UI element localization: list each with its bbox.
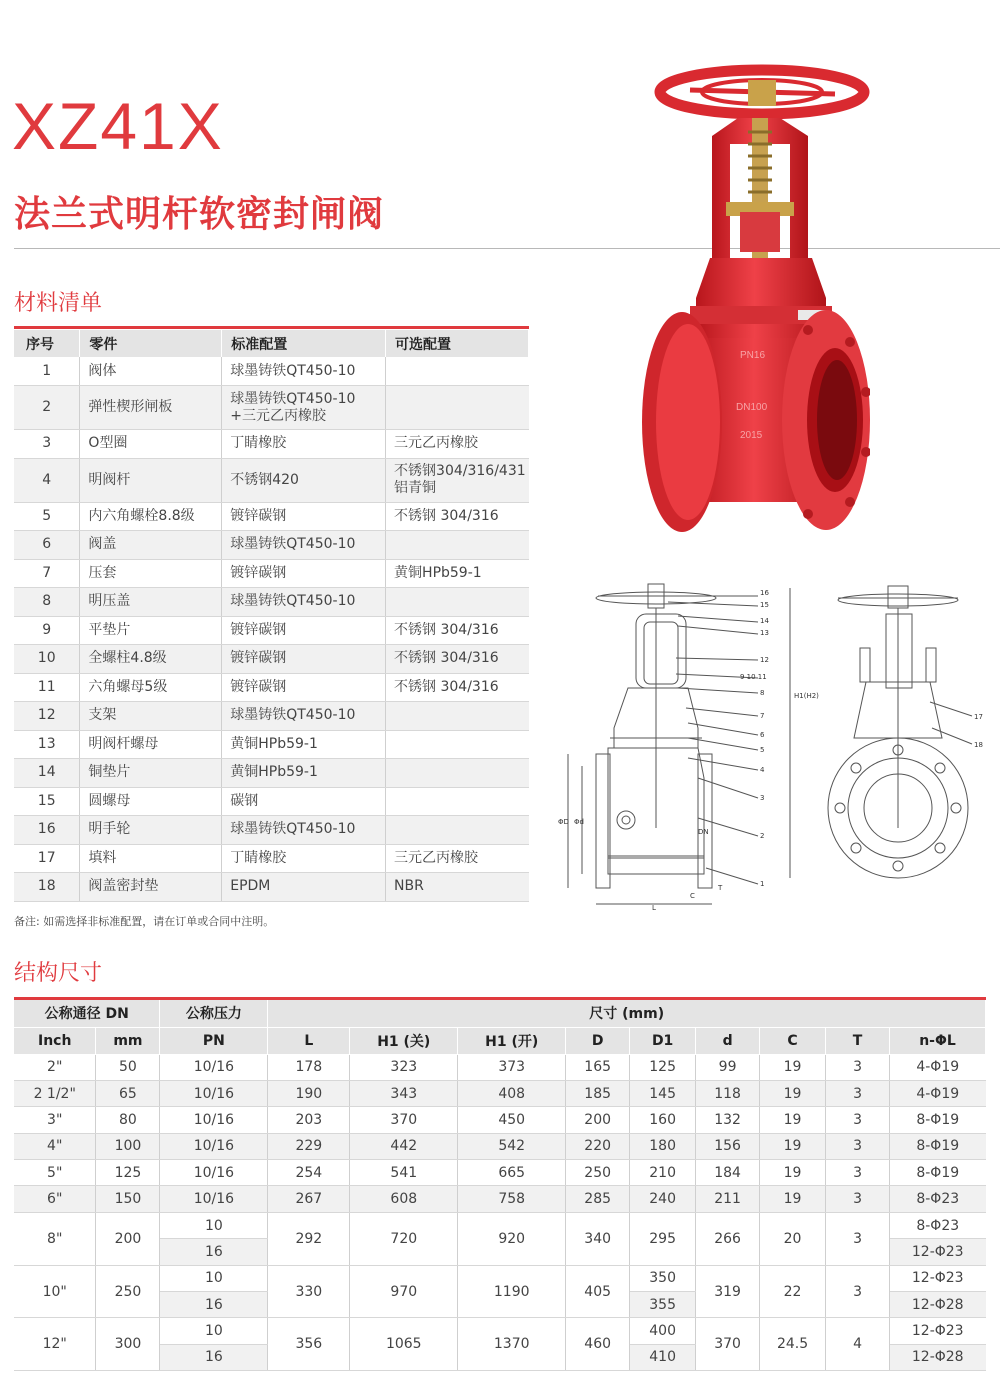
cell: 184: [696, 1160, 760, 1186]
size-group-header: 尺寸 (mm): [268, 1000, 986, 1027]
cell: 156: [696, 1133, 760, 1159]
cell: 10: [160, 1318, 268, 1344]
cell: 3: [826, 1160, 890, 1186]
svg-text:13: 13: [760, 629, 769, 637]
table-row: [14, 844, 529, 873]
cell: 165: [566, 1054, 630, 1080]
row-optional: [386, 702, 529, 731]
row-optional: [386, 357, 529, 386]
row-optional: [386, 588, 529, 617]
cell: 4-Φ19: [890, 1054, 986, 1080]
cell: 10/16: [160, 1133, 268, 1159]
cell: 356: [268, 1318, 350, 1371]
svg-text:18: 18: [974, 741, 983, 749]
row-no: 1: [14, 357, 80, 386]
cell: 970: [350, 1265, 458, 1318]
cell: 3: [826, 1212, 890, 1265]
row-standard: 镀锌碳钢: [222, 673, 386, 702]
cell: 2 1/2": [14, 1080, 96, 1106]
svg-text:5: 5: [760, 746, 765, 754]
cell: 145: [630, 1080, 696, 1106]
row-part: 明阀杆螺母: [80, 730, 222, 759]
cell: 4: [826, 1318, 890, 1371]
technical-drawing: [548, 578, 988, 913]
cell: 920: [458, 1212, 566, 1265]
row-standard: 丁睛橡胶: [222, 430, 386, 459]
table-row: [14, 1054, 986, 1080]
svg-text:7: 7: [760, 712, 765, 720]
cell: 1370: [458, 1318, 566, 1371]
col-header-n-phil: n-ΦL: [890, 1027, 986, 1054]
cell: 541: [350, 1160, 458, 1186]
row-optional: [386, 787, 529, 816]
cell: 355: [630, 1292, 696, 1318]
svg-text:2: 2: [760, 832, 765, 840]
cell: 200: [566, 1107, 630, 1133]
model-number: XZ41X: [12, 89, 224, 163]
cell: 8-Φ23: [890, 1186, 986, 1212]
svg-text:8: 8: [760, 689, 765, 697]
cell: 200: [96, 1212, 160, 1265]
bom-note: 备注: 如需选择非标准配置，请在订单或合同中注明。: [14, 915, 275, 928]
cell: 50: [96, 1054, 160, 1080]
cell: 323: [350, 1054, 458, 1080]
cell: 720: [350, 1212, 458, 1265]
cell: 2": [14, 1054, 96, 1080]
dimensions-table: [14, 1000, 986, 1371]
col-header-mm: mm: [96, 1027, 160, 1054]
cell: 8-Φ19: [890, 1160, 986, 1186]
table-row: [14, 616, 529, 645]
row-standard: 镀锌碳钢: [222, 502, 386, 531]
cell: 12": [14, 1318, 96, 1371]
row-standard: 镀锌碳钢: [222, 616, 386, 645]
cell: 12-Φ23: [890, 1239, 986, 1265]
cell: 3: [826, 1133, 890, 1159]
svg-text:12: 12: [760, 656, 769, 664]
cell: 330: [268, 1265, 350, 1318]
cell: 266: [696, 1212, 760, 1265]
row-part: O型圈: [80, 430, 222, 459]
row-part: 阀盖: [80, 531, 222, 560]
svg-text:4: 4: [760, 766, 765, 774]
cell: 8-Φ23: [890, 1212, 986, 1238]
valve-photo: [630, 62, 870, 542]
row-standard: 球墨铸铁QT450-10: [222, 702, 386, 731]
cell: 100: [96, 1133, 160, 1159]
cell: 19: [760, 1107, 826, 1133]
col-header-optional: 可选配置: [386, 330, 529, 357]
cell: 370: [350, 1107, 458, 1133]
cell: 8-Φ19: [890, 1133, 986, 1159]
row-optional-line2: 铝青铜: [394, 480, 437, 496]
row-optional: [386, 386, 529, 430]
row-no: 5: [14, 502, 80, 531]
table-row: [14, 730, 529, 759]
cell: 1065: [350, 1318, 458, 1371]
row-part: 弹性楔形闸板: [80, 386, 222, 430]
cell: 6": [14, 1186, 96, 1212]
cell: 10/16: [160, 1080, 268, 1106]
table-row: [14, 787, 529, 816]
cell: 3: [826, 1265, 890, 1318]
row-optional: 不锈钢 304/316: [386, 673, 529, 702]
row-part: 圆螺母: [80, 787, 222, 816]
row-no: 2: [14, 386, 80, 430]
table-row: [14, 531, 529, 560]
cell: 12-Φ23: [890, 1318, 986, 1344]
cell: 450: [458, 1107, 566, 1133]
col-header-d1: D1: [630, 1027, 696, 1054]
table-row: [14, 1080, 986, 1106]
table-row: [14, 430, 529, 459]
col-header-standard: 标准配置: [222, 330, 386, 357]
row-no: 15: [14, 787, 80, 816]
cell: 254: [268, 1160, 350, 1186]
col-header-d: d: [696, 1027, 760, 1054]
row-optional: [386, 816, 529, 845]
row-no: 17: [14, 844, 80, 873]
table-row: [14, 1160, 986, 1186]
cell: 319: [696, 1265, 760, 1318]
cell: 19: [760, 1133, 826, 1159]
cell: 665: [458, 1160, 566, 1186]
cell: 16: [160, 1239, 268, 1265]
svg-text:H1(H2): H1(H2): [794, 692, 819, 700]
row-part: 内六角螺栓8.8级: [80, 502, 222, 531]
cell: 405: [566, 1265, 630, 1318]
cell: 10/16: [160, 1054, 268, 1080]
row-standard: EPDM: [222, 873, 386, 902]
dims-title: 结构尺寸: [14, 961, 103, 986]
cell: 370: [696, 1318, 760, 1371]
cell: 10: [160, 1265, 268, 1291]
row-standard: 球墨铸铁QT450-10: [222, 588, 386, 617]
row-standard: 镀锌碳钢: [222, 559, 386, 588]
cell: 12-Φ28: [890, 1292, 986, 1318]
table-row: [14, 1133, 986, 1159]
cell: 250: [96, 1265, 160, 1318]
row-part: 填料: [80, 844, 222, 873]
bom-accent-bar: [14, 326, 529, 329]
row-no: 13: [14, 730, 80, 759]
svg-text:ΦD: ΦD: [558, 818, 569, 826]
row-no: 7: [14, 559, 80, 588]
row-optional: NBR: [386, 873, 529, 902]
cell: 24.5: [760, 1318, 826, 1371]
col-header-t: T: [826, 1027, 890, 1054]
row-part: 支架: [80, 702, 222, 731]
cell: 118: [696, 1080, 760, 1106]
cell: 220: [566, 1133, 630, 1159]
col-header-pn: PN: [160, 1027, 268, 1054]
cell: 211: [696, 1186, 760, 1212]
cell: 3: [826, 1107, 890, 1133]
row-no: 9: [14, 616, 80, 645]
cell: 3: [826, 1186, 890, 1212]
cell: 19: [760, 1160, 826, 1186]
table-row: [14, 502, 529, 531]
cell: 373: [458, 1054, 566, 1080]
row-standard: 球墨铸铁QT450-10: [222, 531, 386, 560]
row-optional: [386, 458, 529, 502]
cell: 300: [96, 1318, 160, 1371]
cell: 10/16: [160, 1107, 268, 1133]
svg-text:DN100: DN100: [736, 402, 768, 413]
cell: 16: [160, 1292, 268, 1318]
cell: 19: [760, 1080, 826, 1106]
svg-text:Φd: Φd: [574, 818, 584, 826]
col-header-h1-open: H1 (开): [458, 1027, 566, 1054]
row-no: 14: [14, 759, 80, 788]
row-part: 压套: [80, 559, 222, 588]
cell: 19: [760, 1054, 826, 1080]
col-header-h1-closed: H1 (关): [350, 1027, 458, 1054]
cell: 1190: [458, 1265, 566, 1318]
table-header-row: [14, 330, 529, 357]
table-row: [14, 816, 529, 845]
row-no: 4: [14, 458, 80, 502]
col-header-no: 序号: [14, 330, 80, 357]
cell: 20: [760, 1212, 826, 1265]
row-standard: [222, 386, 386, 430]
table-row: [14, 386, 529, 430]
cell: 542: [458, 1133, 566, 1159]
table-row: [14, 645, 529, 674]
col-header-inch: Inch: [14, 1027, 96, 1054]
row-part: 明手轮: [80, 816, 222, 845]
row-part: 平垫片: [80, 616, 222, 645]
row-optional: 不锈钢 304/316: [386, 616, 529, 645]
svg-text:17: 17: [974, 713, 983, 721]
cell: 410: [630, 1344, 696, 1370]
cell: 400: [630, 1318, 696, 1344]
row-part: 铜垫片: [80, 759, 222, 788]
svg-text:1: 1: [760, 880, 765, 888]
product-name: 法兰式明杆软密封闸阀: [14, 194, 385, 235]
row-optional: [386, 730, 529, 759]
cell: 22: [760, 1265, 826, 1318]
table-row: [14, 873, 529, 902]
cell: 16: [160, 1344, 268, 1370]
row-standard-line1: 球墨铸铁QT450-10: [230, 390, 356, 407]
table-row: [14, 357, 529, 386]
row-standard: 球墨铸铁QT450-10: [222, 816, 386, 845]
row-standard: 黄铜HPb59-1: [222, 730, 386, 759]
cell: 250: [566, 1160, 630, 1186]
pn-group-header: 公称压力: [160, 1000, 268, 1027]
row-no: 8: [14, 588, 80, 617]
cell: 8": [14, 1212, 96, 1265]
row-part: 全螺柱4.8级: [80, 645, 222, 674]
row-standard: 镀锌碳钢: [222, 645, 386, 674]
svg-text:3: 3: [760, 794, 765, 802]
cell: 203: [268, 1107, 350, 1133]
cell: 608: [350, 1186, 458, 1212]
bom-title: 材料清单: [14, 291, 103, 316]
column-header-row: [14, 1027, 986, 1054]
cell: 80: [96, 1107, 160, 1133]
row-standard: 球墨铸铁QT450-10: [222, 357, 386, 386]
cell: 229: [268, 1133, 350, 1159]
row-part: 明压盖: [80, 588, 222, 617]
svg-text:DN: DN: [698, 828, 709, 836]
row-optional: 黄铜HPb59-1: [386, 559, 529, 588]
row-optional: 三元乙丙橡胶: [386, 844, 529, 873]
row-optional: 三元乙丙橡胶: [386, 430, 529, 459]
table-row: [14, 1107, 986, 1133]
row-no: 11: [14, 673, 80, 702]
table-row: [14, 458, 529, 502]
cell: 3": [14, 1107, 96, 1133]
table-row: [14, 673, 529, 702]
cell: 5": [14, 1160, 96, 1186]
col-header-part: 零件: [80, 330, 222, 357]
row-no: 18: [14, 873, 80, 902]
cell: 267: [268, 1186, 350, 1212]
table-row: [14, 1318, 986, 1344]
svg-text:L: L: [652, 904, 656, 912]
row-part: 六角螺母5级: [80, 673, 222, 702]
cell: 132: [696, 1107, 760, 1133]
col-header-l: L: [268, 1027, 350, 1054]
svg-text:PN16: PN16: [740, 350, 766, 361]
table-row: [14, 702, 529, 731]
cell: 340: [566, 1212, 630, 1265]
svg-text:2015: 2015: [740, 430, 763, 441]
table-row: [14, 1186, 986, 1212]
svg-text:T: T: [718, 884, 723, 892]
cell: 12-Φ23: [890, 1265, 986, 1291]
row-part: 阀体: [80, 357, 222, 386]
row-optional-line1: 不锈钢304/316/431: [394, 463, 526, 479]
svg-text:15: 15: [760, 601, 769, 609]
dn-group-header: 公称通径 DN: [14, 1000, 160, 1027]
row-standard: 碳钢: [222, 787, 386, 816]
row-optional: [386, 759, 529, 788]
table-row: [14, 588, 529, 617]
row-no: 12: [14, 702, 80, 731]
svg-text:16: 16: [760, 589, 769, 597]
row-no: 16: [14, 816, 80, 845]
cell: 8-Φ19: [890, 1107, 986, 1133]
cell: 125: [96, 1160, 160, 1186]
cell: 408: [458, 1080, 566, 1106]
svg-text:9 10 11: 9 10 11: [740, 673, 767, 681]
cell: 4-Φ19: [890, 1080, 986, 1106]
cell: 10: [160, 1212, 268, 1238]
cell: 3: [826, 1054, 890, 1080]
cell: 185: [566, 1080, 630, 1106]
cell: 4": [14, 1133, 96, 1159]
svg-text:14: 14: [760, 617, 769, 625]
row-standard-line2: +三元乙丙橡胶: [230, 407, 326, 424]
row-standard: 丁睛橡胶: [222, 844, 386, 873]
cell: 210: [630, 1160, 696, 1186]
cell: 10/16: [160, 1160, 268, 1186]
row-optional: 不锈钢 304/316: [386, 645, 529, 674]
cell: 758: [458, 1186, 566, 1212]
row-part: 阀盖密封垫: [80, 873, 222, 902]
materials-table: [14, 330, 529, 902]
group-header-row: [14, 1000, 986, 1027]
row-optional: [386, 531, 529, 560]
cell: 460: [566, 1318, 630, 1371]
row-no: 3: [14, 430, 80, 459]
row-no: 6: [14, 531, 80, 560]
cell: 160: [630, 1107, 696, 1133]
cell: 350: [630, 1265, 696, 1291]
cell: 442: [350, 1133, 458, 1159]
row-optional: 不锈钢 304/316: [386, 502, 529, 531]
cell: 99: [696, 1054, 760, 1080]
svg-text:6: 6: [760, 731, 765, 739]
cell: 3: [826, 1080, 890, 1106]
svg-text:C: C: [690, 892, 695, 900]
cell: 125: [630, 1054, 696, 1080]
cell: 295: [630, 1212, 696, 1265]
cell: 190: [268, 1080, 350, 1106]
table-row: [14, 1212, 986, 1238]
table-row: [14, 759, 529, 788]
cell: 12-Φ28: [890, 1344, 986, 1370]
cell: 292: [268, 1212, 350, 1265]
table-row: [14, 1265, 986, 1291]
col-header-d-outer: D: [566, 1027, 630, 1054]
row-standard: 黄铜HPb59-1: [222, 759, 386, 788]
row-standard: 不锈钢420: [222, 458, 386, 502]
cell: 150: [96, 1186, 160, 1212]
row-no: 10: [14, 645, 80, 674]
cell: 240: [630, 1186, 696, 1212]
cell: 285: [566, 1186, 630, 1212]
row-part: 明阀杆: [80, 458, 222, 502]
cell: 343: [350, 1080, 458, 1106]
cell: 10/16: [160, 1186, 268, 1212]
col-header-c: C: [760, 1027, 826, 1054]
cell: 180: [630, 1133, 696, 1159]
cell: 65: [96, 1080, 160, 1106]
cell: 178: [268, 1054, 350, 1080]
cell: 19: [760, 1186, 826, 1212]
cell: 10": [14, 1265, 96, 1318]
table-row: [14, 559, 529, 588]
